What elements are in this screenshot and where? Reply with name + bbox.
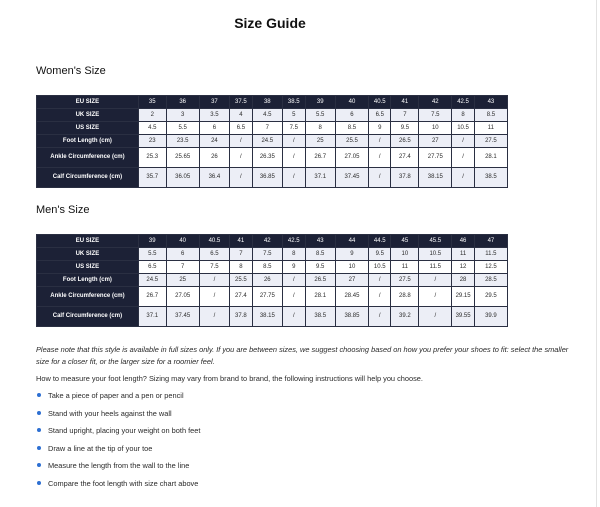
- measure-instructions-intro: How to measure your foot length? Sizing may vary from brand to brand, the following instructions will help you choose.: [36, 374, 423, 383]
- size-cell: 37: [199, 96, 229, 109]
- size-cell: 37.45: [166, 307, 199, 327]
- size-cell: 7: [391, 109, 419, 122]
- row-label: UK SIZE: [37, 248, 139, 261]
- size-cell: 9.5: [369, 248, 391, 261]
- size-cell: 11: [474, 122, 507, 135]
- size-row: [37, 148, 508, 168]
- size-cell: 3.5: [199, 109, 229, 122]
- size-cell: 24.5: [252, 135, 282, 148]
- size-row: [37, 168, 508, 188]
- size-cell: 9: [369, 122, 391, 135]
- size-cell: 8.5: [305, 248, 335, 261]
- size-cell: /: [283, 168, 305, 188]
- size-cell: /: [283, 148, 305, 168]
- size-cell: 4.5: [138, 122, 166, 135]
- size-row: [37, 235, 508, 248]
- row-label: UK SIZE: [37, 109, 139, 122]
- step-text: Take a piece of paper and a pen or pencil: [48, 391, 184, 400]
- size-cell: 6: [335, 109, 368, 122]
- size-cell: 35.7: [138, 168, 166, 188]
- size-cell: 28.8: [391, 287, 419, 307]
- size-cell: 3: [166, 109, 199, 122]
- size-cell: 11: [452, 248, 474, 261]
- size-cell: 6.5: [138, 261, 166, 274]
- size-cell: 25.65: [166, 148, 199, 168]
- size-cell: 26.5: [305, 274, 335, 287]
- size-cell: 26.5: [391, 135, 419, 148]
- size-cell: 37.8: [391, 168, 419, 188]
- size-row: [37, 307, 508, 327]
- size-cell: 42.5: [452, 96, 474, 109]
- size-cell: 42: [419, 96, 452, 109]
- size-row: [37, 109, 508, 122]
- size-cell: 10.5: [452, 122, 474, 135]
- size-cell: /: [199, 287, 229, 307]
- size-row: [37, 261, 508, 274]
- size-cell: 28.1: [305, 287, 335, 307]
- size-cell: 26.7: [305, 148, 335, 168]
- list-item: [36, 426, 200, 444]
- size-cell: 11.5: [474, 248, 507, 261]
- size-cell: 5: [283, 109, 305, 122]
- size-cell: 39: [305, 96, 335, 109]
- size-cell: 5.5: [166, 122, 199, 135]
- size-cell: 43: [305, 235, 335, 248]
- size-cell: 28.1: [474, 148, 507, 168]
- size-row: [37, 248, 508, 261]
- size-cell: 42: [252, 235, 282, 248]
- size-cell: 37.45: [335, 168, 368, 188]
- step-text: Stand with your heels against the wall: [48, 408, 172, 418]
- size-cell: 25.5: [230, 274, 252, 287]
- size-cell: /: [419, 274, 452, 287]
- size-cell: 28.45: [335, 287, 368, 307]
- size-cell: 40: [335, 96, 368, 109]
- size-cell: 8.5: [474, 109, 507, 122]
- size-cell: 43: [474, 96, 507, 109]
- page-title: Size Guide: [234, 15, 306, 31]
- page-edge-divider: [596, 0, 597, 507]
- size-cell: /: [452, 168, 474, 188]
- size-cell: 27.4: [230, 287, 252, 307]
- size-cell: 28.5: [474, 274, 507, 287]
- size-cell: /: [199, 274, 229, 287]
- men-size-heading: Men's Size: [36, 204, 90, 216]
- size-cell: 41: [230, 235, 252, 248]
- size-cell: 8: [230, 261, 252, 274]
- step-text: Stand upright, placing your weight on both feet: [48, 426, 201, 435]
- size-cell: /: [283, 274, 305, 287]
- size-cell: 37.1: [138, 307, 166, 327]
- size-cell: 26.7: [138, 287, 166, 307]
- size-cell: 36.85: [252, 168, 282, 188]
- size-cell: 9: [335, 248, 368, 261]
- size-cell: 27.5: [474, 135, 507, 148]
- size-cell: 25: [166, 274, 199, 287]
- size-row: [37, 274, 508, 287]
- size-cell: 35: [138, 96, 166, 109]
- size-cell: 42.5: [283, 235, 305, 248]
- size-cell: 9.5: [391, 122, 419, 135]
- size-cell: 38.5: [283, 96, 305, 109]
- size-cell: /: [452, 148, 474, 168]
- list-item: [36, 391, 200, 409]
- size-cell: 7.5: [252, 248, 282, 261]
- size-cell: 38: [252, 96, 282, 109]
- size-cell: /: [369, 307, 391, 327]
- row-label: Ankle Circumference (cm): [37, 287, 139, 307]
- size-cell: 10: [419, 122, 452, 135]
- size-cell: 6.5: [369, 109, 391, 122]
- bullet-icon: [37, 411, 41, 415]
- size-cell: 8.5: [252, 261, 282, 274]
- size-cell: 7.5: [419, 109, 452, 122]
- size-cell: 37.1: [305, 168, 335, 188]
- size-cell: 10: [391, 248, 419, 261]
- size-cell: 38.5: [305, 307, 335, 327]
- size-cell: 24: [199, 135, 229, 148]
- size-row: [37, 96, 508, 109]
- size-cell: /: [369, 274, 391, 287]
- bullet-icon: [37, 428, 41, 432]
- size-cell: 39.2: [391, 307, 419, 327]
- size-row: [37, 287, 508, 307]
- size-cell: /: [369, 287, 391, 307]
- size-cell: 44.5: [369, 235, 391, 248]
- bullet-icon: [37, 446, 41, 450]
- size-cell: 27.5: [391, 274, 419, 287]
- size-cell: /: [283, 307, 305, 327]
- size-cell: 26: [252, 274, 282, 287]
- row-label: EU SIZE: [37, 235, 139, 248]
- size-cell: /: [230, 148, 252, 168]
- list-item: [36, 409, 200, 427]
- size-cell: 36: [166, 96, 199, 109]
- size-cell: 5.5: [138, 248, 166, 261]
- size-cell: 28: [452, 274, 474, 287]
- size-cell: 38.5: [474, 168, 507, 188]
- step-text: Measure the length from the wall to the line: [48, 461, 190, 470]
- size-cell: 45: [391, 235, 419, 248]
- size-cell: 27: [419, 135, 452, 148]
- bullet-icon: [37, 393, 41, 397]
- measure-steps-list: [36, 391, 200, 496]
- men-size-table: [36, 234, 508, 327]
- size-cell: 27.4: [391, 148, 419, 168]
- size-cell: 40.5: [199, 235, 229, 248]
- size-cell: 10: [335, 261, 368, 274]
- size-cell: 6.5: [230, 122, 252, 135]
- size-cell: 45.5: [419, 235, 452, 248]
- size-cell: /: [230, 135, 252, 148]
- size-cell: 37.5: [230, 96, 252, 109]
- size-cell: 37.8: [230, 307, 252, 327]
- size-cell: 25.5: [335, 135, 368, 148]
- size-row: [37, 122, 508, 135]
- size-cell: 4.5: [252, 109, 282, 122]
- size-cell: 39.9: [474, 307, 507, 327]
- size-cell: 5.5: [305, 109, 335, 122]
- row-label: Foot Length (cm): [37, 274, 139, 287]
- women-size-heading: Women's Size: [36, 65, 106, 77]
- size-cell: 25: [305, 135, 335, 148]
- size-cell: 23: [138, 135, 166, 148]
- size-cell: /: [283, 135, 305, 148]
- size-cell: /: [230, 168, 252, 188]
- size-cell: 36.4: [199, 168, 229, 188]
- size-cell: /: [369, 168, 391, 188]
- size-cell: 6: [199, 122, 229, 135]
- size-cell: 12.5: [474, 261, 507, 274]
- row-label: EU SIZE: [37, 96, 139, 109]
- size-cell: 4: [230, 109, 252, 122]
- sizing-note: Please note that this style is available in full sizes only. If you are between sizes, we suggest choosing based on how you prefer your shoes to fit: select the smaller size for a closer fit, or the larger size for a roomier feel.: [36, 345, 569, 366]
- size-cell: 38.15: [419, 168, 452, 188]
- size-cell: 29.15: [452, 287, 474, 307]
- size-cell: 24.5: [138, 274, 166, 287]
- size-cell: 7: [166, 261, 199, 274]
- size-cell: /: [199, 307, 229, 327]
- size-cell: 6: [166, 248, 199, 261]
- size-cell: 10.5: [369, 261, 391, 274]
- size-cell: 40.5: [369, 96, 391, 109]
- size-cell: 40: [166, 235, 199, 248]
- size-cell: 38.85: [335, 307, 368, 327]
- size-cell: /: [283, 287, 305, 307]
- size-row: [37, 135, 508, 148]
- row-label: Calf Circumference (cm): [37, 307, 139, 327]
- bullet-icon: [37, 481, 41, 485]
- size-cell: 26.35: [252, 148, 282, 168]
- size-cell: 11.5: [419, 261, 452, 274]
- row-label: Calf Circumference (cm): [37, 168, 139, 188]
- size-cell: 7.5: [199, 261, 229, 274]
- size-cell: 26: [199, 148, 229, 168]
- size-cell: /: [369, 135, 391, 148]
- step-text: Compare the foot length with size chart above: [48, 478, 199, 488]
- list-item: [36, 461, 200, 479]
- row-label: US SIZE: [37, 261, 139, 274]
- size-cell: 11: [391, 261, 419, 274]
- size-cell: 8: [305, 122, 335, 135]
- size-cell: 9: [283, 261, 305, 274]
- size-cell: 46: [452, 235, 474, 248]
- size-cell: 2: [138, 109, 166, 122]
- size-cell: 27.05: [335, 148, 368, 168]
- size-cell: 41: [391, 96, 419, 109]
- size-cell: 36.05: [166, 168, 199, 188]
- size-cell: 9.5: [305, 261, 335, 274]
- size-cell: 25.3: [138, 148, 166, 168]
- list-item: [36, 479, 200, 497]
- size-cell: 27.05: [166, 287, 199, 307]
- size-cell: /: [452, 135, 474, 148]
- size-cell: 10.5: [419, 248, 452, 261]
- size-cell: 8: [452, 109, 474, 122]
- size-cell: /: [419, 287, 452, 307]
- size-cell: /: [419, 307, 452, 327]
- size-cell: 38.15: [252, 307, 282, 327]
- size-cell: 27: [335, 274, 368, 287]
- size-cell: 27.75: [419, 148, 452, 168]
- size-cell: 47: [474, 235, 507, 248]
- size-cell: 27.75: [252, 287, 282, 307]
- size-cell: 6.5: [199, 248, 229, 261]
- step-text: Draw a line at the tip of your toe: [48, 443, 153, 453]
- size-cell: 39.55: [452, 307, 474, 327]
- size-cell: 29.5: [474, 287, 507, 307]
- row-label: Foot Length (cm): [37, 135, 139, 148]
- size-cell: 8.5: [335, 122, 368, 135]
- size-cell: 39: [138, 235, 166, 248]
- size-cell: 44: [335, 235, 368, 248]
- women-size-table: [36, 95, 508, 188]
- size-cell: 7.5: [283, 122, 305, 135]
- size-cell: 7: [230, 248, 252, 261]
- row-label: Ankle Circumference (cm): [37, 148, 139, 168]
- bullet-icon: [37, 463, 41, 467]
- row-label: US SIZE: [37, 122, 139, 135]
- list-item: [36, 444, 200, 462]
- size-cell: 23.5: [166, 135, 199, 148]
- size-cell: /: [369, 148, 391, 168]
- size-cell: 12: [452, 261, 474, 274]
- size-cell: 7: [252, 122, 282, 135]
- size-cell: 8: [283, 248, 305, 261]
